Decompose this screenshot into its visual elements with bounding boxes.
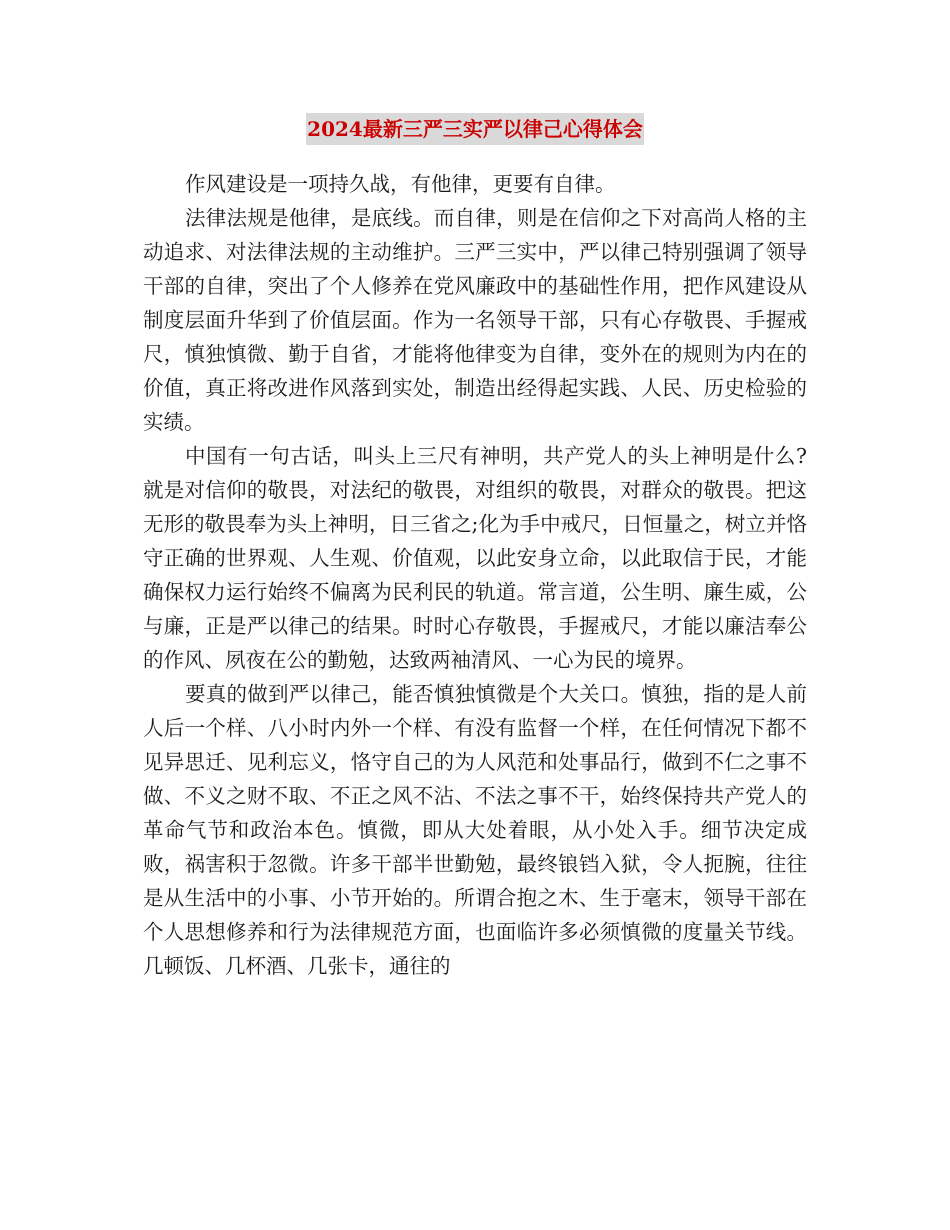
- document-body: [143, 167, 807, 983]
- paragraph: 法律法规是他律，是底线。而自律，则是在信仰之下对高尚人格的主动追求、对法律法规的主动维护。三严三实中，严以律己特别强调了领导干部的自律，突出了个人修养在党风廉政中的基础性作用，把作风建设从制度层面升华到了价值层面。作为一名领导干部，只有心存敬畏、手握戒尺，慎独慎微、勤于自省，才能将他律变为自律，变外在的规则为内在的价值，真正将改进作风落到实处，制造出经得起实践、人民、历史检验的实绩。: [143, 206, 807, 434]
- title-container: [0, 113, 950, 145]
- paragraph: 要真的做到严以律己，能否慎独慎微是个大关口。慎独，指的是人前人后一个样、八小时内外一个样、有没有监督一个样，在任何情况下都不见异思迁、见利忘义，恪守自己的为人风范和处事品行，做到不仁之事不做、不义之财不取、不正之风不沾、不法之事不干，始终保持共产党人的革命气节和政治本色。慎微，即从大处着眼，从小处入手。细节决定成败，祸害积于忽微。许多干部半世勤勉，最终锒铛入狱，令人扼腕，往往是从生活中的小事、小节开始的。所谓合抱之木、生于毫末，领导干部在个人思想修养和行为法律规范方面，也面临许多必须慎微的度量关节线。几顿饭、几杯酒、几张卡，通往的: [143, 682, 807, 978]
- document-title: 2024最新三严三实严以律己心得体会: [306, 113, 644, 145]
- paragraph: 中国有一句古话，叫头上三尺有神明，共产党人的头上神明是什么?就是对信仰的敬畏，对法纪的敬畏，对组织的敬畏，对群众的敬畏。把这无形的敬畏奉为头上神明，日三省之;化为手中戒尺，日恒量之，树立并恪守正确的世界观、人生观、价值观，以此安身立命，以此取信于民，才能确保权力运行始终不偏离为民利民的轨道。常言道，公生明、廉生威，公与廉，正是严以律己的结果。时时心存敬畏，手握戒尺，才能以廉洁奉公的作风、夙夜在公的勤勉，达致两袖清风、一心为民的境界。: [143, 444, 807, 672]
- paragraph: 作风建设是一项持久战，有他律，更要有自律。: [185, 172, 616, 196]
